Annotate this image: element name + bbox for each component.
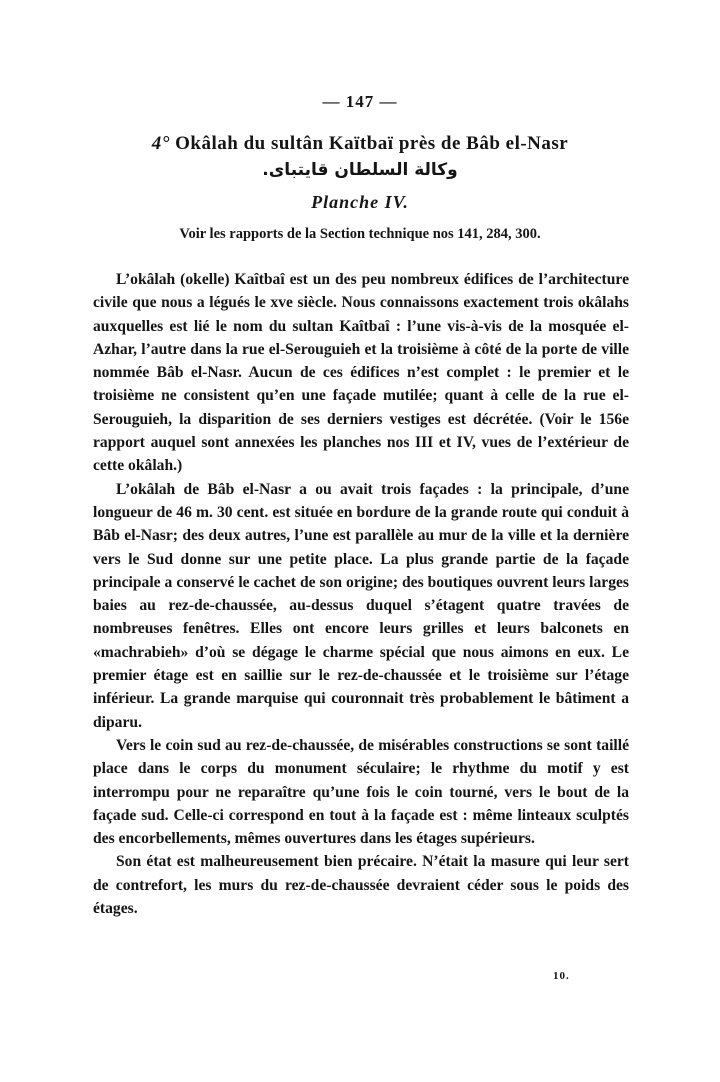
paragraph-3: Vers le coin sud au rez-de-chaussée, de misérables constructions se sont taillé place dans le corps du monument séculaire; le rhythme du motif y est interrompu pour ne reparaître qu’une fois le coin tourné, vers le bout de la façade sud. Celle-ci correspond en tout à la façade est : même linteaux sculptés des encorbellements, mêmes ouvertures dans les étages supérieurs.: [93, 736, 629, 848]
section-title: Okâlah du sultân Kaïtbaï près de Bâb el-Nasr: [175, 133, 569, 154]
section-heading: [0, 133, 720, 155]
references-line: Voir les rapports de la Section technique nos 141, 284, 300.: [179, 226, 541, 242]
paragraph-2: L’okâlah de Bâb el-Nasr a ou avait trois façades : la principale, d’une longueur de 46 m. 30 cent. est située en bordure de la grande route qui conduit à Bâb el-Nasr; des deux autres, l’une est parallèle au mur de la ville et la dernière vers le Sud donne sur une petite place. La plus grande partie de la façade principale a conservé le cachet de son origine; des boutiques ouvrent leurs larges baies au rez-de-chaussée, au-dessus duquel s’étagent quatre travées de nombreuses fenêtres. Elles ont encore leurs grilles et leurs balconets en «machrabieh» d’où se dégage le charme spécial que nous aimons en eux. Le premier étage est en saillie sur le rez-de-chaussée et le troisième sur l’étage inférieur. La grande marquise qui couronnait très probablement le bâtiment a diparu.: [93, 480, 629, 731]
body-text: [93, 268, 629, 920]
paragraph-4: Son état est malheureusement bien précaire. N’était la masure qui leur sert de contrefort, les murs du rez-de-chaussée devraient céder sous le poids des étages.: [93, 853, 629, 918]
section-number: 4°: [151, 133, 170, 154]
arabic-title: وكالة السلطان قايتباى.: [262, 160, 458, 180]
signature-mark: 10.: [553, 970, 570, 982]
plate-label: Planche IV.: [311, 192, 409, 212]
paragraph-1: L’okâlah (okelle) Kaîtbaî est un des peu nombreux édifices de l’architecture civile que nous a légués le xve siècle. Nous connaissons exactement trois okâlahs auxquelles est lié le nom du sultan Kaîtbaî : l’une vis-à-vis de la mosquée el-Azhar, l’autre dans la rue el-Serouguieh et la troisième à côté de la porte de ville nommée Bâb el-Nasr. Aucun de ces édifices n’est complet : le premier et le troisième ne consistent qu’en une façade mutilée; quant à celle de la rue el-Serouguieh, la disparition de ses derniers vestiges est décrétée. (Voir le 156e rapport auquel sont annexées les planches nos III et IV, vues de l’extérieur de cette okâlah.): [93, 271, 629, 475]
page-number: — 147 —: [322, 92, 398, 111]
